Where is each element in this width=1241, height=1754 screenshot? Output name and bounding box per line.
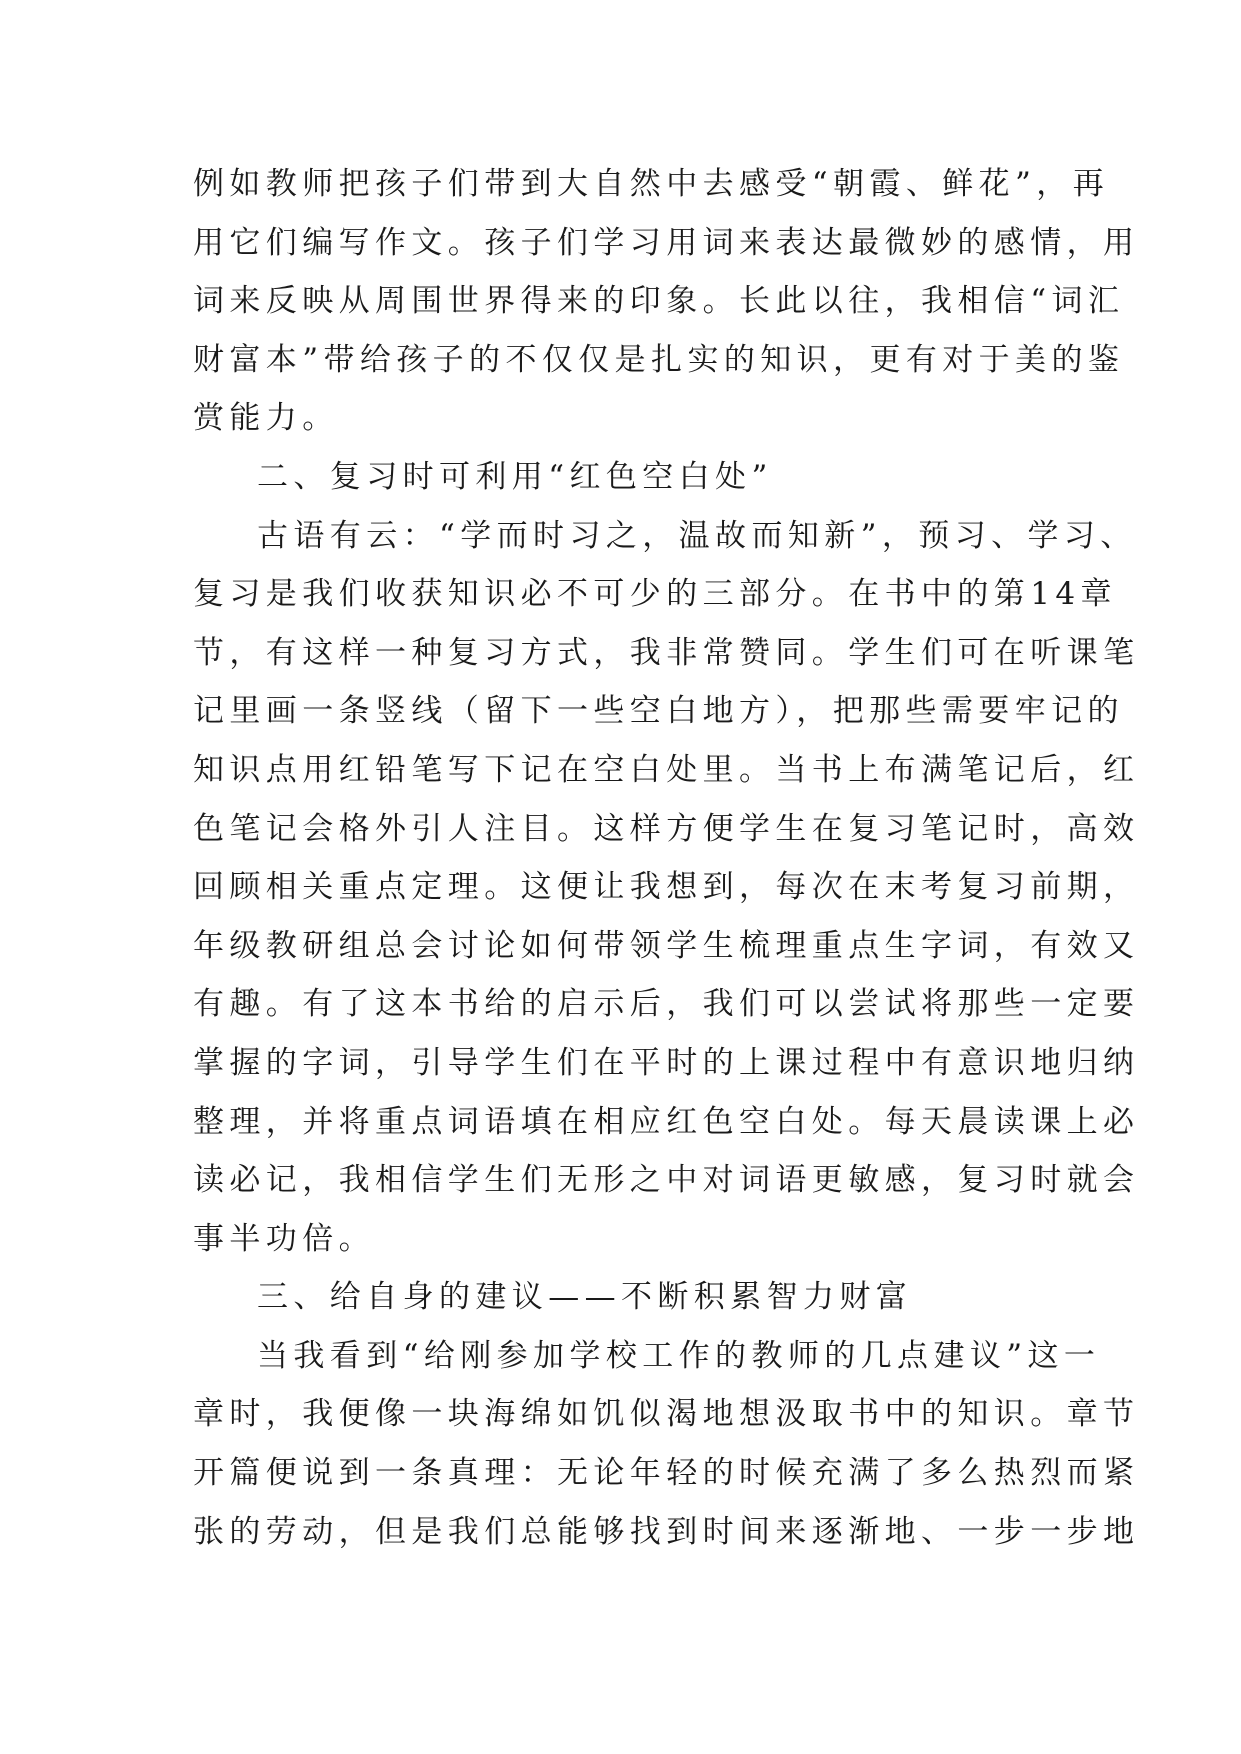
text-line: 有趣。有了这本书给的启示后，我们可以尝试将那些一定要 [193, 986, 1140, 1023]
text-line: 当我看到“给刚参加学校工作的教师的几点建议”这一 [257, 1337, 1101, 1374]
text-line: 年级教研组总会讨论如何带领学生梳理重点生字词，有效又 [193, 927, 1140, 964]
text-line: 记里画一条竖线（留下一些空白地方），把那些需要牢记的 [193, 693, 1124, 730]
text-line: 回顾相关重点定理。这便让我想到，每次在末考复习前期， [193, 869, 1140, 906]
text-line: 复习是我们收获知识必不可少的三部分。在书中的第14章 [193, 576, 1117, 613]
text-line: 整理，并将重点词语填在相应红色空白处。每天晨读课上必 [193, 1103, 1140, 1140]
text-line: 节，有这样一种复习方式，我非常赞同。学生们可在听课笔 [193, 634, 1140, 671]
text-line: 事半功倍。 [193, 1220, 375, 1257]
text-line: 读必记，我相信学生们无形之中对词语更敏感，复习时就会 [193, 1162, 1140, 1199]
text-line: 开篇便说到一条真理：无论年轻的时候充满了多么热烈而紧 [193, 1455, 1140, 1492]
section-heading: 二、复习时可利用“红色空白处” [257, 458, 773, 495]
text-line: 色笔记会格外引人注目。这样方便学生在复习笔记时，高效 [193, 810, 1140, 847]
text-line: 财富本”带给孩子的不仅仅是扎实的知识，更有对于美的鉴 [193, 341, 1125, 378]
text-line: 古语有云：“学而时习之，温故而知新”，预习、学习、 [257, 517, 1137, 554]
text-line: 章时，我便像一块海绵如饥似渴地想汲取书中的知识。章节 [193, 1396, 1140, 1433]
text-line: 掌握的字词，引导学生们在平时的上课过程中有意识地归纳 [193, 1044, 1140, 1081]
section-heading: 三、给自身的建议——不断积累智力财富 [257, 1279, 913, 1316]
text-line: 张的劳动，但是我们总能够找到时间来逐渐地、一步一步地 [193, 1513, 1140, 1550]
text-line: 知识点用红铅笔写下记在空白处里。当书上布满笔记后，红 [193, 751, 1140, 788]
text-line: 例如教师把孩子们带到大自然中去感受“朝霞、鲜花”，再 [193, 166, 1110, 202]
text-line: 赏能力。 [193, 400, 339, 437]
document-page [193, 155, 1140, 1561]
text-line: 词来反映从周围世界得来的印象。长此以往，我相信“词汇 [193, 283, 1125, 320]
text-line: 用它们编写作文。孩子们学习用词来表达最微妙的感情，用 [193, 224, 1140, 261]
